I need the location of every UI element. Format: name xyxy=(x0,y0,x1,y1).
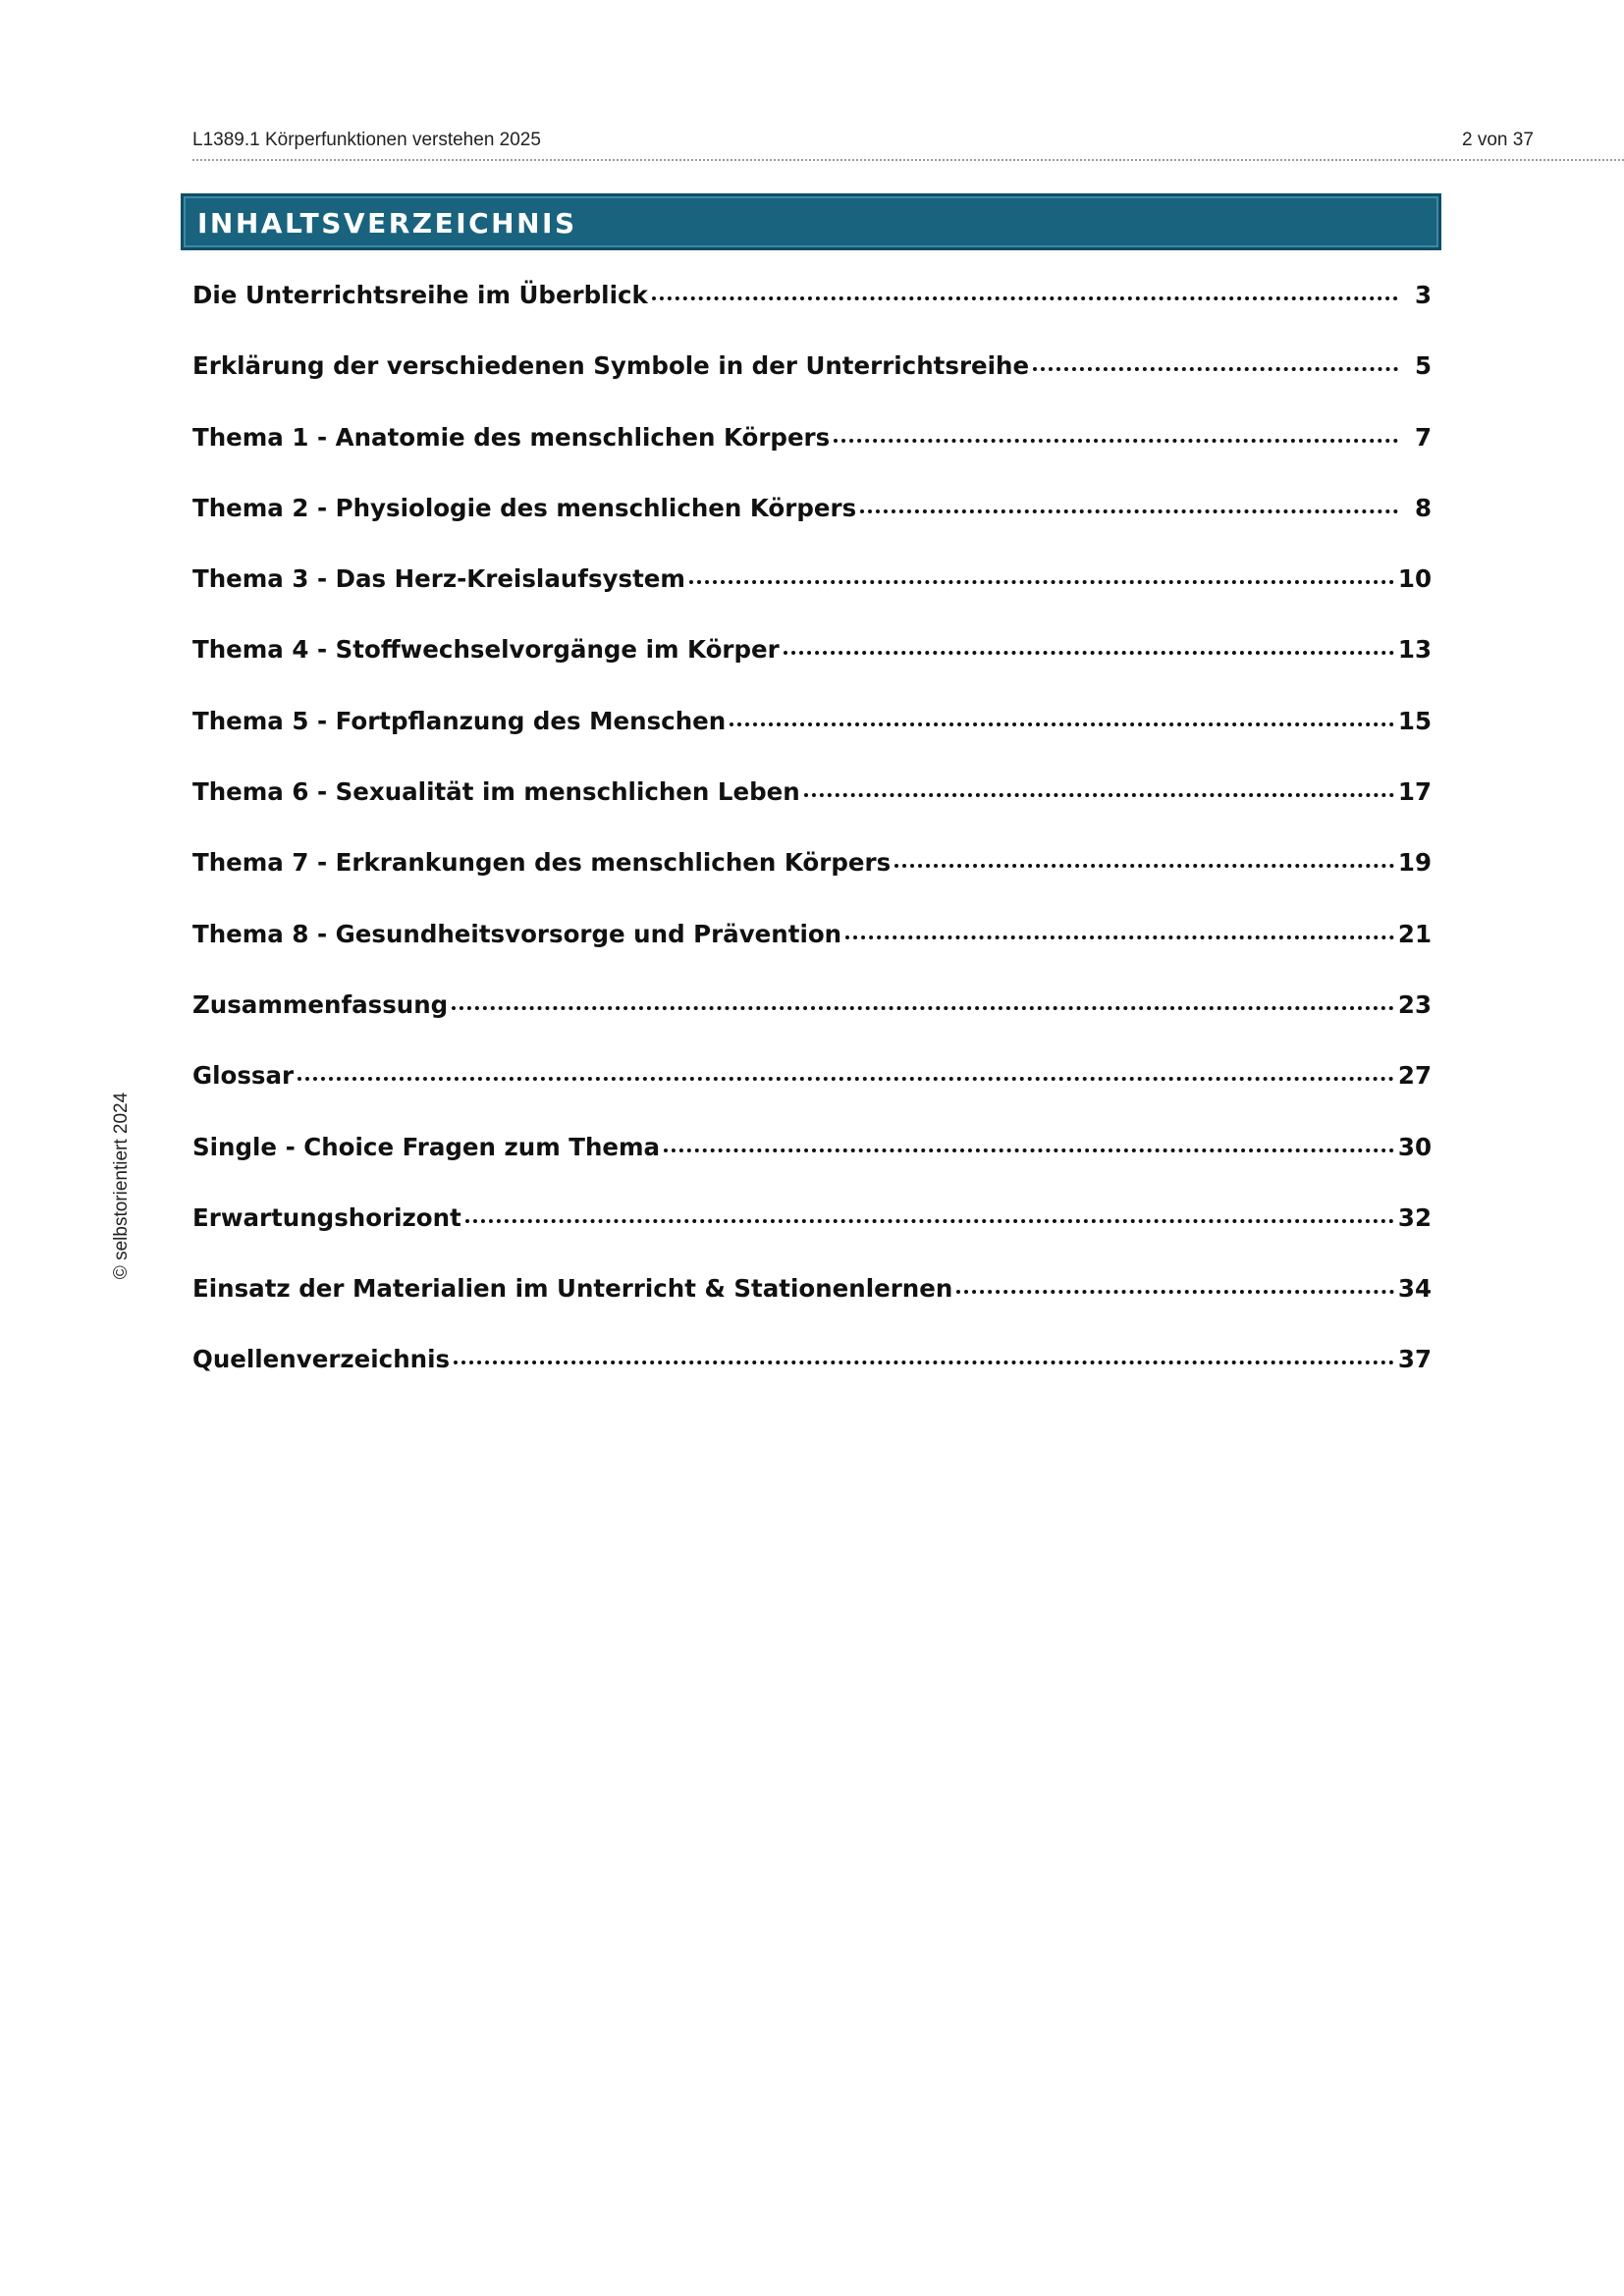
toc-entry[interactable] xyxy=(192,990,1432,1061)
toc-entry-label: Thema 2 - Physiologie des menschlichen Körpers xyxy=(192,493,857,522)
toc-entry[interactable] xyxy=(192,920,1432,990)
toc-entry-page: 5 xyxy=(1414,351,1432,381)
toc-entry-page: 27 xyxy=(1397,1061,1432,1091)
toc-entry-page: 21 xyxy=(1397,919,1432,948)
toc-dot-leader xyxy=(452,1006,1394,1010)
toc-entry[interactable] xyxy=(192,423,1432,494)
toc-dot-leader xyxy=(1033,367,1398,371)
toc-entry-page: 17 xyxy=(1397,777,1432,807)
toc-entry-page: 32 xyxy=(1397,1202,1432,1232)
toc-entry-page: 10 xyxy=(1397,564,1432,594)
document-title: L1389.1 Körperfunktionen verstehen 2025 xyxy=(192,130,541,150)
toc-heading-banner xyxy=(181,193,1441,250)
copyright-notice: © selbstorientiert 2024 xyxy=(111,1092,132,1279)
page-header xyxy=(192,126,1624,161)
toc-dot-leader xyxy=(730,722,1394,726)
toc-entry-label: Thema 4 - Stoffwechselvorgänge im Körper xyxy=(192,635,780,665)
toc-entry[interactable] xyxy=(192,1133,1432,1203)
table-of-contents xyxy=(192,281,1432,1416)
toc-entry[interactable] xyxy=(192,351,1432,422)
toc-entry-label: Glossar xyxy=(192,1061,295,1091)
toc-entry-page: 37 xyxy=(1397,1345,1432,1374)
toc-dot-leader xyxy=(298,1077,1394,1081)
toc-entry-label: Zusammenfassung xyxy=(192,989,449,1019)
sidebar-copyright-area xyxy=(111,1080,133,1291)
toc-dot-leader xyxy=(465,1219,1394,1223)
toc-entry-page: 19 xyxy=(1397,848,1432,878)
toc-dot-leader xyxy=(689,580,1394,584)
toc-entry[interactable] xyxy=(192,564,1432,635)
toc-dot-leader xyxy=(834,439,1398,443)
toc-entry-label: Einsatz der Materialien im Unterricht & Stationenlernen xyxy=(192,1274,953,1304)
toc-entry-page: 3 xyxy=(1414,281,1432,309)
toc-entry[interactable] xyxy=(192,635,1432,706)
toc-entry[interactable] xyxy=(192,1203,1432,1274)
toc-entry[interactable] xyxy=(192,1345,1432,1415)
toc-entry-label: Thema 3 - Das Herz-Kreislaufsystem xyxy=(192,564,685,594)
page-number: 2 von 37 xyxy=(1462,130,1534,150)
toc-entry-page: 13 xyxy=(1397,635,1432,665)
toc-entry-label: Thema 5 - Fortpflanzung des Menschen xyxy=(192,706,727,735)
toc-entry-label: Erklärung der verschiedenen Symbole in der Unterrichtsreihe xyxy=(192,351,1030,381)
toc-dot-leader xyxy=(804,793,1394,797)
toc-dot-leader xyxy=(454,1361,1394,1364)
toc-entry-label: Quellenverzeichnis xyxy=(192,1345,451,1374)
toc-entry-label: Single - Choice Fragen zum Thema xyxy=(192,1132,661,1161)
toc-entry-label: Die Unterrichtsreihe im Überblick xyxy=(192,281,648,309)
toc-entry-label: Erwartungshorizont xyxy=(192,1202,461,1232)
toc-entry-label: Thema 1 - Anatomie des menschlichen Körpers xyxy=(192,422,831,452)
toc-entry-label: Thema 8 - Gesundheitsvorsorge und Prävention xyxy=(192,919,842,948)
toc-dot-leader xyxy=(845,935,1394,939)
toc-entry-page: 15 xyxy=(1397,706,1432,735)
toc-entry-label: Thema 6 - Sexualität im menschlichen Leben xyxy=(192,777,800,807)
toc-heading: INHALTSVERZEICHNIS xyxy=(197,207,577,240)
toc-entry[interactable] xyxy=(192,494,1432,564)
toc-entry-page: 8 xyxy=(1414,493,1432,522)
toc-dot-leader xyxy=(652,296,1398,300)
toc-entry[interactable] xyxy=(192,777,1432,848)
toc-entry[interactable] xyxy=(192,281,1432,351)
toc-entry[interactable] xyxy=(192,1274,1432,1345)
toc-entry-page: 7 xyxy=(1414,422,1432,452)
toc-entry-page: 23 xyxy=(1397,989,1432,1019)
toc-entry[interactable] xyxy=(192,707,1432,777)
toc-entry-page: 34 xyxy=(1397,1274,1432,1304)
toc-dot-leader xyxy=(894,864,1394,868)
toc-entry[interactable] xyxy=(192,848,1432,919)
toc-entry[interactable] xyxy=(192,1061,1432,1132)
toc-dot-leader xyxy=(664,1148,1394,1152)
toc-dot-leader xyxy=(956,1290,1394,1294)
toc-entry-page: 30 xyxy=(1397,1132,1432,1161)
toc-dot-leader xyxy=(860,509,1398,513)
toc-dot-leader xyxy=(784,651,1394,655)
toc-entry-label: Thema 7 - Erkrankungen des menschlichen Körpers xyxy=(192,848,892,878)
